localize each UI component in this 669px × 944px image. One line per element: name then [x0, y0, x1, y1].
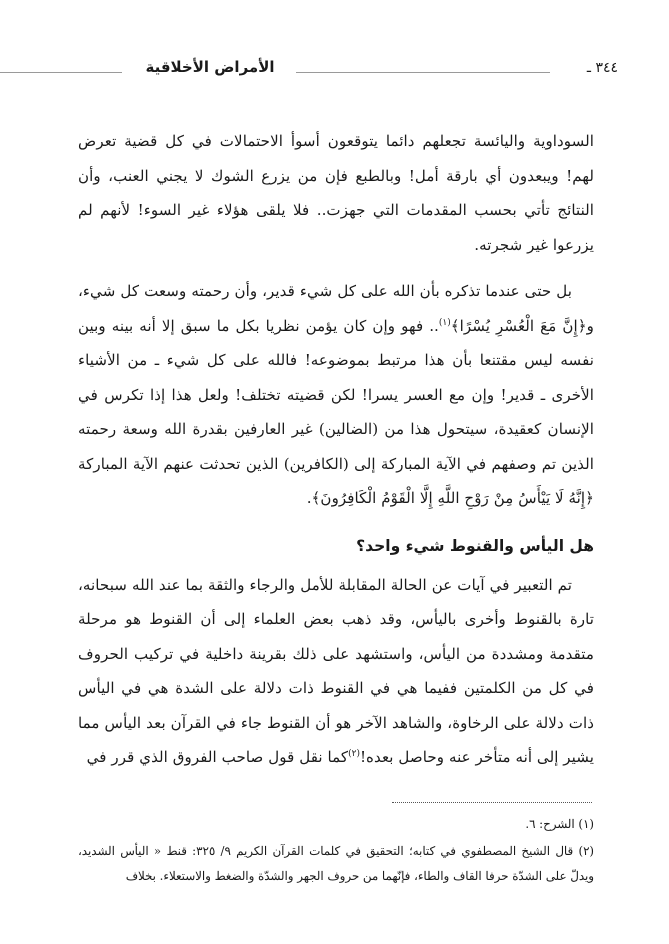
- quran-verse-2: ﴿إِنَّهُ لَا يَيْأَسُ مِنْ رَوْحِ اللَّهِ إِلَّا الْقَوْمُ الْكَافِرُونَ﴾: [311, 489, 594, 507]
- page-header: [0, 50, 669, 90]
- paragraph-2-end: .: [306, 489, 312, 507]
- paragraph-2: [78, 274, 594, 516]
- footnotes: [78, 812, 594, 891]
- main-text: [78, 124, 594, 787]
- footnote-1: (١) الشرح: ٦.: [525, 817, 594, 831]
- footnote-separator: [392, 802, 592, 803]
- quran-verse-1: ﴿إِنَّ مَعَ الْعُسْرِ يُسْرًا﴾: [450, 316, 587, 335]
- running-title: الأمراض الأخلاقية: [145, 58, 275, 76]
- paragraph-2-part-a: بل حتى عندما تذكره بأن الله على كل شيء قدير، وأن رحمته وسعت كل شيء، و: [78, 282, 594, 335]
- paragraph-3-part-b: كما نقل قول صاحب الفروق الذي قرر في: [86, 748, 349, 766]
- paragraph-3: [78, 568, 594, 775]
- paragraph-1: السوداوية واليائسة تجعلهم دائما يتوقعون أسوأ الاحتمالات في كل قضية تعرض لهم! ويبعدون أي بارقة أمل! وبالطبع فإن من يزرع الشوك لا يجني العنب، وأن النتائج تأتي بحسب المقدمات التي جهزت.. فلا يلقى هؤلاء غير السوء! لأنهم لم يزرعوا غير شجرته.: [78, 132, 594, 254]
- header-rule-left: [0, 72, 122, 73]
- section-heading: هل اليأس والقنوط شيء واحد؟: [356, 536, 594, 555]
- footnote-2: (٢) قال الشيخ المصطفوي في كتابه؛ التحقيق في كلمات القرآن الكريم ٩/ ٣٢٥: قنط « اليأس الشديد، ويدلّ على الشدّة حرفا القاف والطاء، فإنّهما من حروف الجهر والشدّة والضغط والاستعلاء. بخلاف: [78, 844, 595, 883]
- footnote-ref-1[interactable]: (١): [438, 317, 451, 328]
- paragraph-2-part-b: .. فهو وإن كان يؤمن نظريا بكل ما سبق إلا أنه بينه وبين نفسه ليس مقتنعا بأن هذا مرتبط بموضوعه! فالله على كل شيء ـ من الأشياء الأخرى ـ قدير! وإن مع العسر يسرا! لكن قضيته تختلف! ولعل هذا إذا تكرس في الإنسان كعقيدة، سيتحول هذا من (الضالين) غير العارفين بقدرة الله وسعة رحمته الذين تم وصفهم في الآية المباركة إلى (الكافرين) الذين تحدثت عنهم الآية المباركة: [78, 316, 594, 473]
- footnote-ref-2[interactable]: (٢): [348, 748, 360, 759]
- page-number: ٣٤٤ ـ: [586, 60, 618, 76]
- paragraph-3-part-a: تم التعبير في آيات عن الحالة المقابلة للأمل والرجاء والثقة بما عند الله سبحانه، تارة بالقنوط وأخرى باليأس، وقد ذهب بعض العلماء إلى أن القنوط هو مرحلة متقدمة ومشددة من اليأس، واستشهد على ذلك بقرينة داخلية في تركيب الحروف في كل من الكلمتين ففيما هي في القنوط ذات دلالة على الشدة هي في اليأس ذات دلالة على الرخاوة، والشاهد الآخر هو أن القنوط جاء في القرآن بعد اليأس مما يشير إلى أنه متأخر عنه وحاصل بعده!: [78, 575, 594, 766]
- header-rule-right: [296, 72, 550, 73]
